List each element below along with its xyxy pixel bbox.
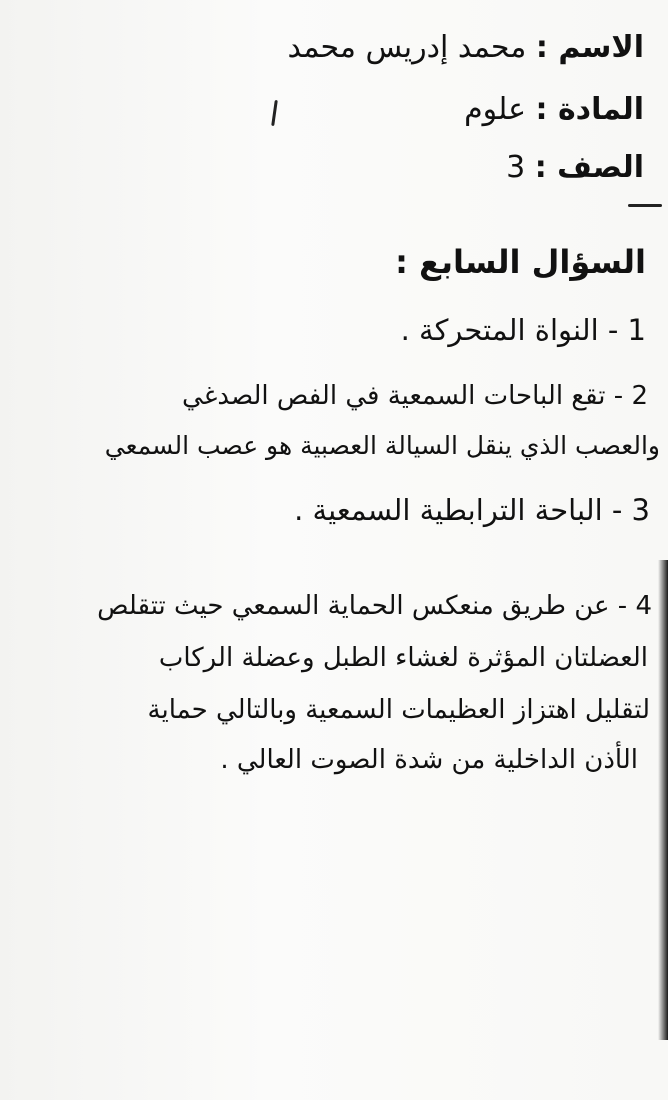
answer-1: 1 - النواة المتحركة . xyxy=(400,313,646,347)
subject-label: المادة : xyxy=(535,92,644,127)
grade-label: الصف : xyxy=(534,150,644,185)
name-line xyxy=(287,30,644,66)
question-title: السؤال السابع : xyxy=(395,243,646,281)
answer-2-line-2: والعصب الذي ينقل السيالة العصبية هو عصب السمعي xyxy=(104,431,660,460)
answer-3: 3 - الباحة الترابطية السمعية . xyxy=(294,493,650,527)
page-edge-shadow xyxy=(658,560,668,1040)
answer-4-line-2: العضلتان المؤثرة لغشاء الطبل وعضلة الركاب xyxy=(158,643,648,673)
answer-4-line-1: 4 - عن طريق منعكس الحماية السمعي حيث تتقلص xyxy=(97,591,652,621)
subject-value: علوم xyxy=(464,92,526,127)
answer-2-line-1: 2 - تقع الباحات السمعية في الفص الصدغي xyxy=(182,381,648,411)
name-value: محمد إدريس محمد xyxy=(287,30,527,65)
subject-line xyxy=(464,92,644,128)
answer-4-line-4: الأذن الداخلية من شدة الصوت العالي . xyxy=(220,745,638,775)
stray-pen-mark xyxy=(271,100,278,126)
answer-4-line-3: لتقليل اهتزاز العظيمات السمعية وبالتالي حماية xyxy=(147,695,650,725)
name-label: الاسم : xyxy=(535,30,644,65)
grade-value: 3 xyxy=(506,150,526,185)
separator-dash xyxy=(628,204,662,207)
grade-line xyxy=(506,150,644,186)
